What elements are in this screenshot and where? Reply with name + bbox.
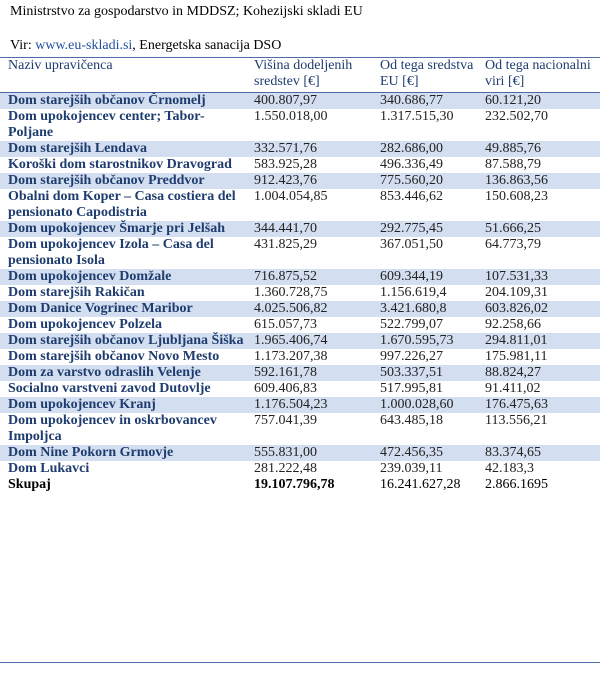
allocated-amount: 4.025.506,82 [246, 301, 372, 317]
eu-funds-amount: 609.344,19 [372, 269, 477, 285]
recipient-name: Dom za varstvo odraslih Velenje [0, 365, 246, 381]
national-funds-amount: 64.773,79 [485, 237, 541, 252]
national-funds-amount: 60.121,20 [477, 93, 600, 110]
table-row [0, 381, 600, 397]
national-funds-amount: 176.475,63 [477, 397, 600, 413]
national-funds-amount: 88.824,27 [477, 365, 600, 381]
recipient-name: Dom upokojencev Izola – Casa del pensionato Isola [8, 237, 214, 268]
eu-funds-amount: 292.775,45 [372, 221, 477, 237]
allocated-amount: 592.161,78 [246, 365, 372, 381]
eu-funds-amount: 517.995,81 [380, 381, 443, 396]
eu-funds-amount: 367.051,50 [380, 237, 443, 252]
recipient-name: Dom Nine Pokorn Grmovje [0, 445, 246, 461]
source-link[interactable]: www.eu-skladi.si [35, 38, 133, 53]
national-funds-amount: 294.811,01 [477, 333, 600, 349]
table-body [0, 93, 600, 478]
allocated-amount: 400.807,97 [246, 93, 372, 110]
allocated-amount: 555.831,00 [246, 445, 372, 461]
recipient-name: Dom starejših občanov Črnomelj [0, 93, 246, 110]
national-funds-amount: 232.502,70 [485, 109, 548, 124]
recipient-name: Dom starejših Lendava [0, 141, 246, 157]
eu-funds-amount: 282.686,00 [372, 141, 477, 157]
table-row [0, 445, 600, 461]
national-funds-amount: 204.109,31 [485, 285, 548, 300]
national-funds-amount: 107.531,33 [477, 269, 600, 285]
eu-funds-amount: 496.336,49 [380, 157, 443, 172]
vir-description: , Energetska sanacija DSO [132, 38, 282, 53]
allocated-amount: 1.360.728,75 [254, 285, 328, 300]
eu-funds-amount: 239.039,11 [380, 461, 443, 476]
eu-funds-amount: 340.686,77 [372, 93, 477, 110]
national-funds-amount: 49.885,76 [477, 141, 600, 157]
recipient-name: Obalni dom Koper – Casa costiera del pensionato Capodistria [8, 189, 236, 220]
table-row [0, 157, 600, 173]
allocated-amount: 431.825,29 [254, 237, 317, 252]
header-national-funds: Od tega nacionalni viri [€] [485, 58, 591, 89]
total-national-funds: 2.866.1695 [485, 477, 548, 492]
eu-funds-amount: 472.456,35 [372, 445, 477, 461]
recipient-name: Dom starejših Rakičan [8, 285, 145, 300]
allocated-amount: 1.173.207,38 [254, 349, 328, 364]
total-label: Skupaj [8, 477, 51, 492]
eu-funds-amount: 997.226,27 [380, 349, 443, 364]
national-funds-amount: 92.258,66 [485, 317, 541, 332]
allocated-amount: 1.550.018,00 [254, 109, 328, 124]
allocated-amount: 615.057,73 [254, 317, 317, 332]
allocated-amount: 716.875,52 [246, 269, 372, 285]
table-row [0, 269, 600, 285]
header-eu-funds: Od tega sredstva EU [€] [380, 58, 474, 89]
vir-label: Vir: [10, 38, 36, 53]
national-funds-amount: 150.608,23 [485, 189, 548, 204]
table-row [0, 461, 600, 477]
table-row [0, 333, 600, 349]
national-funds-amount: 113.556,21 [485, 413, 548, 428]
national-funds-amount: 91.411,02 [485, 381, 541, 396]
table-row [0, 397, 600, 413]
table-row [0, 93, 600, 110]
recipient-name: Socialno varstveni zavod Dutovlje [8, 381, 211, 396]
recipient-name: Dom upokojencev center; Tabor-Poljane [8, 109, 205, 140]
allocated-amount: 281.222,48 [254, 461, 317, 476]
allocated-amount: 583.925,28 [254, 157, 317, 172]
eu-funds-amount: 643.485,18 [380, 413, 443, 428]
table-header-row [0, 56, 600, 93]
recipient-name: Dom upokojencev Domžale [0, 269, 246, 285]
eu-funds-amount: 522.799,07 [380, 317, 443, 332]
table-row [0, 317, 600, 333]
eu-funds-amount: 3.421.680,8 [372, 301, 477, 317]
recipient-name: Dom Danice Vogrinec Maribor [0, 301, 246, 317]
table-row [0, 285, 600, 301]
national-funds-amount: 51.666,25 [477, 221, 600, 237]
table-row [0, 109, 600, 141]
allocated-amount: 609.406,83 [254, 381, 317, 396]
allocated-amount: 1.965.406,74 [246, 333, 372, 349]
recipient-name: Dom starejših občanov Preddvor [0, 173, 246, 189]
national-funds-amount: 136.863,56 [477, 173, 600, 189]
recipient-name: Dom upokojencev Kranj [0, 397, 246, 413]
total-row [0, 477, 600, 493]
header-recipient: Naziv upravičenca [8, 58, 113, 73]
allocated-amount: 1.176.504,23 [246, 397, 372, 413]
source-reference [10, 38, 281, 54]
national-funds-amount: 175.981,11 [485, 349, 548, 364]
national-funds-amount: 83.374,65 [477, 445, 600, 461]
table-row [0, 221, 600, 237]
recipient-name: Dom starejših občanov Ljubljana Šiška [0, 333, 246, 349]
source-line: Ministrstvo za gospodarstvo in MDDSZ; Kohezijski skladi EU [10, 4, 363, 19]
recipient-name: Koroški dom starostnikov Dravograd [8, 157, 232, 172]
total-allocated: 19.107.796,78 [254, 477, 335, 492]
recipient-name: Dom starejših občanov Novo Mesto [8, 349, 220, 364]
national-funds-amount: 87.588,79 [485, 157, 541, 172]
eu-funds-amount: 503.337,51 [372, 365, 477, 381]
allocated-amount: 332.571,76 [246, 141, 372, 157]
allocated-amount: 344.441,70 [246, 221, 372, 237]
table-row [0, 141, 600, 157]
recipient-name: Dom upokojencev Polzela [8, 317, 162, 332]
recipient-name: Dom Lukavci [8, 461, 90, 476]
total-eu-funds: 16.241.627,28 [380, 477, 461, 492]
eu-funds-amount: 1.317.515,30 [380, 109, 454, 124]
eu-funds-amount: 775.560,20 [372, 173, 477, 189]
allocated-amount: 757.041,39 [254, 413, 317, 428]
allocated-amount: 912.423,76 [246, 173, 372, 189]
recipient-name: Dom upokojencev in oskrbovancev Impoljca [8, 413, 217, 444]
table-row [0, 301, 600, 317]
table-row [0, 189, 600, 221]
eu-funds-amount: 1.670.595,73 [372, 333, 477, 349]
table-bottom-border [0, 662, 600, 663]
eu-funds-amount: 853.446,62 [380, 189, 443, 204]
table-row [0, 173, 600, 189]
recipient-name: Dom upokojencev Šmarje pri Jelšah [0, 221, 246, 237]
header-allocated: Višina dodeljenih sredstev [€] [254, 58, 353, 89]
funding-table [0, 56, 600, 493]
national-funds-amount: 42.183,3 [485, 461, 534, 476]
table-row [0, 365, 600, 381]
eu-funds-amount: 1.156.619,4 [380, 285, 447, 300]
table-row [0, 237, 600, 269]
allocated-amount: 1.004.054,85 [254, 189, 328, 204]
national-funds-amount: 603.826,02 [477, 301, 600, 317]
eu-funds-amount: 1.000.028,60 [372, 397, 477, 413]
table-row [0, 349, 600, 365]
table-row [0, 413, 600, 445]
